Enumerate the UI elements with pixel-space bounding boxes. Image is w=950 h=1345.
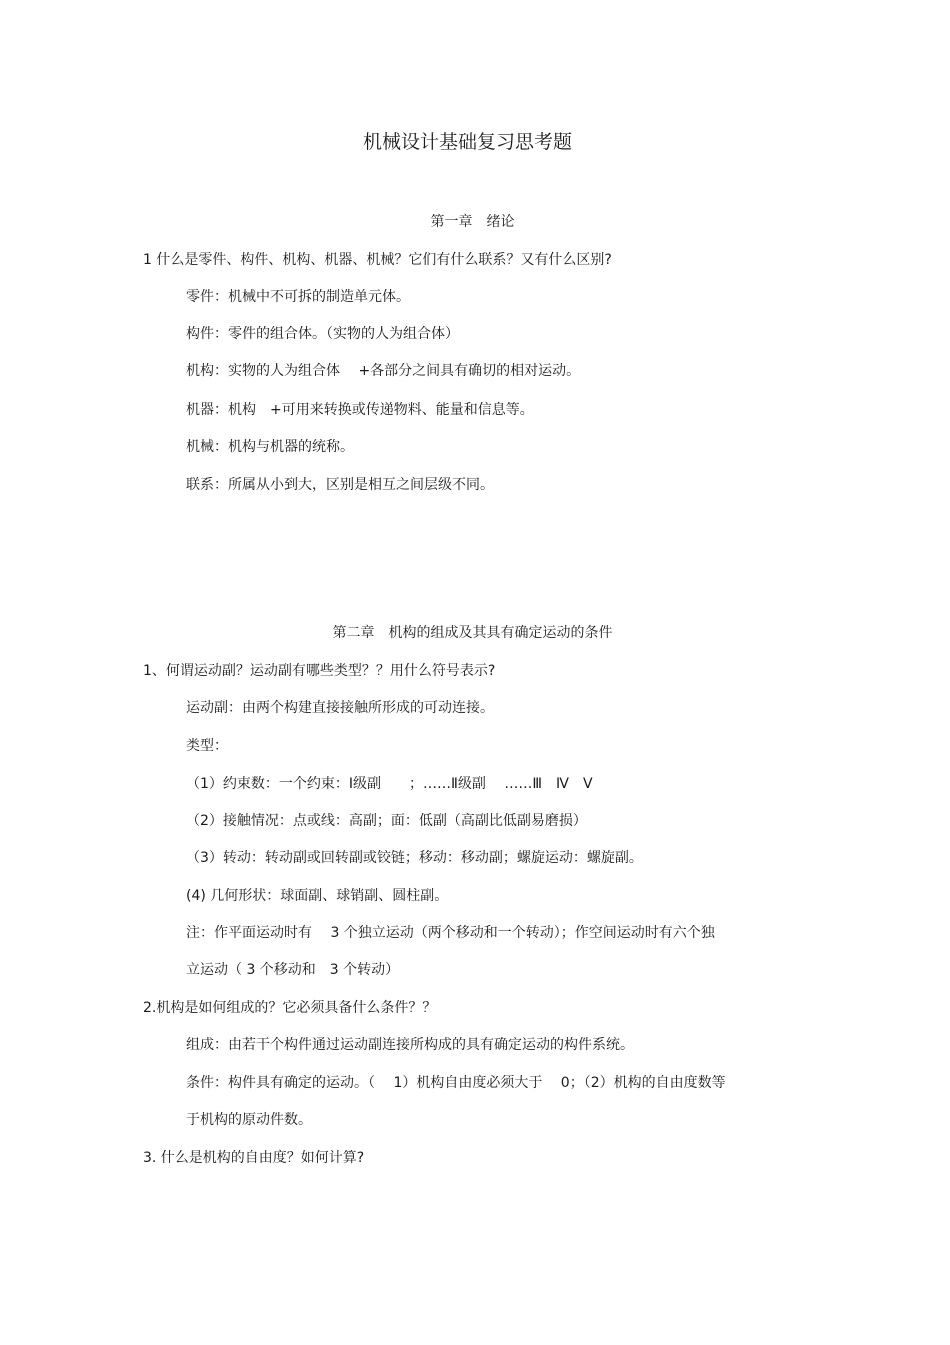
chapter-2-question-1: 1、何谓运动副？运动副有哪些类型？？用什么符号表示?	[143, 663, 496, 679]
answer-line: (4) 几何形状：球面副、球销副、圆柱副。	[186, 888, 449, 904]
answer-line: 注：作平面运动时有 3 个独立运动（两个移动和一个转动）；作空间运动时有六个独	[186, 925, 715, 941]
answer-line: （3）转动：转动副或回转副或铰链；移动：移动副；螺旋运动：螺旋副。	[186, 850, 643, 866]
answer-line: 零件：机械中不可拆的制造单元体。	[186, 289, 410, 305]
chapter-1-question-1: 1 什么是零件、构件、机构、机器、机械？它们有什么联系？又有什么区别?	[143, 252, 612, 268]
answer-line: 条件：构件具有确定的运动。（ 1）机构自由度必须大于 0；（2）机构的自由度数等	[186, 1075, 726, 1091]
answer-line: 组成：由若干个构件通过运动副连接所构成的具有确定运动的构件系统。	[186, 1037, 634, 1053]
answer-line: 运动副：由两个构建直接接触所形成的可动连接。	[186, 700, 494, 716]
answer-line: 机器：机构 +可用来转换或传递物料、能量和信息等。	[186, 402, 534, 418]
chapter-1-heading: 第一章 绪论	[430, 214, 515, 230]
document-title: 机械设计基础复习思考题	[362, 131, 572, 153]
answer-line: 联系：所属从小到大，区别是相互之间层级不同。	[186, 477, 494, 493]
answer-line: 构件：零件的组合体。（实物的人为组合体）	[186, 326, 459, 342]
answer-line: （1）约束数：一个约束：Ⅰ级副 ；……Ⅱ级副 ……Ⅲ Ⅳ Ⅴ	[186, 776, 593, 792]
answer-line: 机构：实物的人为组合体 +各部分之间具有确切的相对运动。	[186, 363, 581, 379]
answer-line: 机械：机构与机器的统称。	[186, 439, 354, 455]
chapter-2-question-2: 2.机构是如何组成的？它必须具备什么条件？？	[143, 1000, 437, 1016]
answer-line: （2）接触情况：点或线：高副；面：低副（高副比低副易磨损）	[186, 813, 587, 829]
answer-line: 立运动（ 3 个移动和 3 个转动）	[186, 962, 400, 978]
chapter-2-heading: 第二章 机构的组成及其具有确定运动的条件	[332, 625, 613, 641]
answer-line: 类型：	[186, 738, 228, 754]
answer-line: 于机构的原动件数。	[186, 1112, 312, 1128]
chapter-2-question-3: 3. 什么是机构的自由度？如何计算?	[143, 1150, 365, 1166]
